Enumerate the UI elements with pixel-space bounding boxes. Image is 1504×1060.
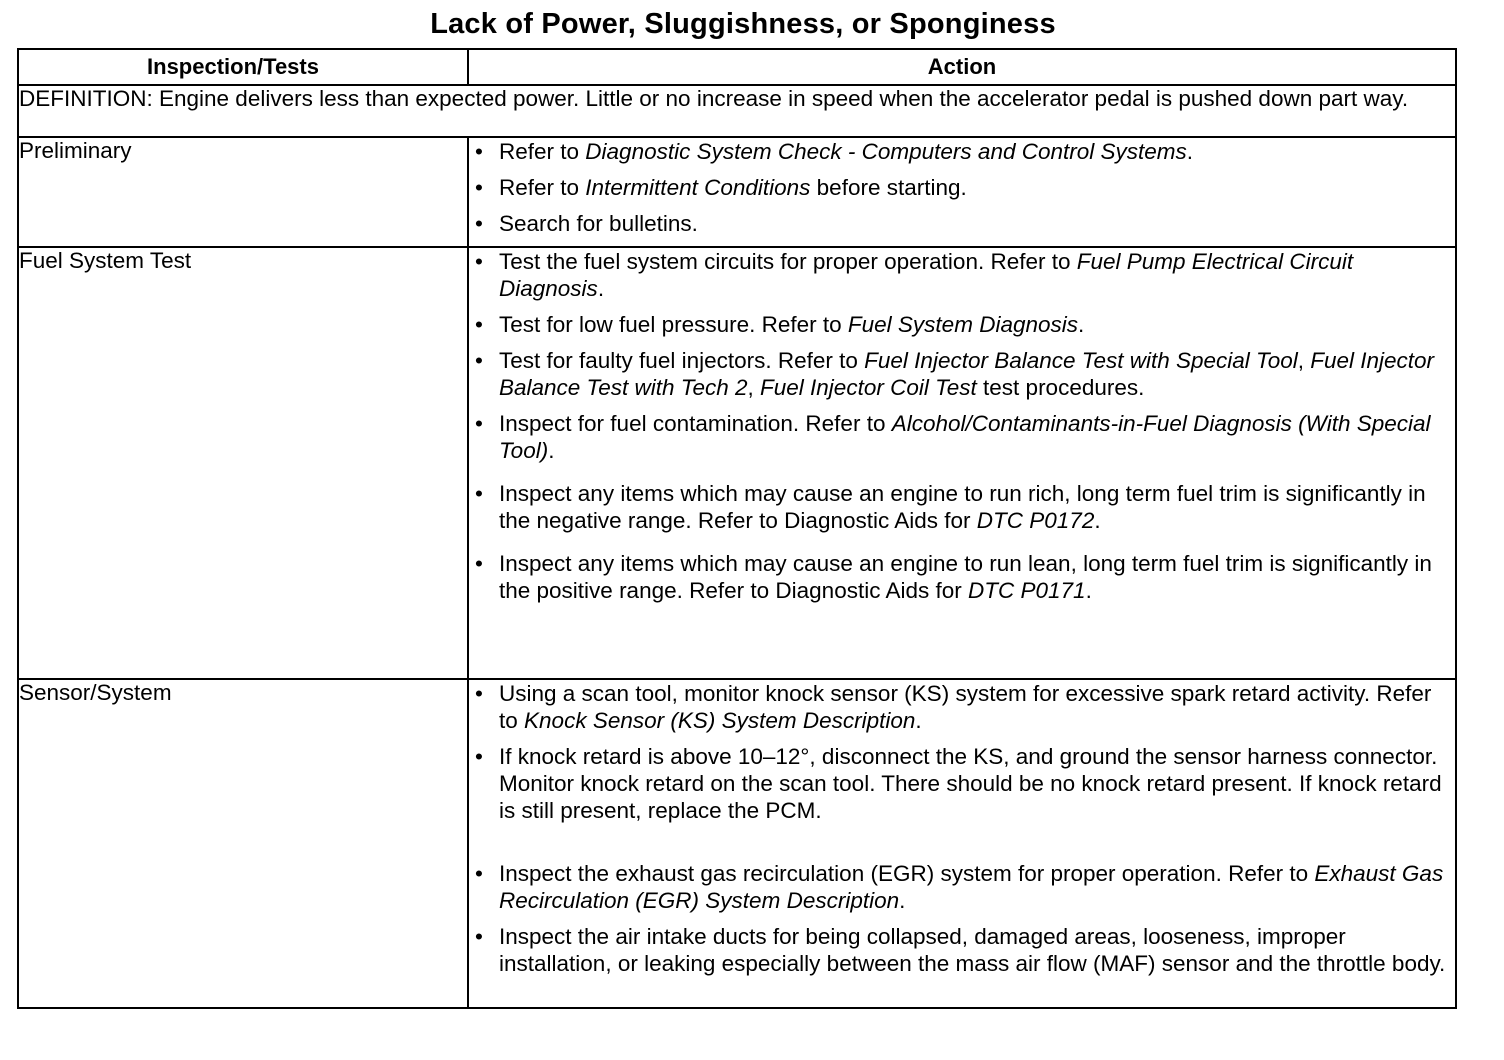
action-item: • Search for bulletins. (469, 210, 1455, 237)
row-label-fuel-system-test: Fuel System Test (18, 247, 468, 679)
action-item: • Test for faulty fuel injectors. Refer to Fuel Injector Balance Test with Special Tool, Fuel Injector Balance Test with Tech 2, Fuel Injector Coil Test test procedures. (469, 347, 1455, 401)
table-row (18, 137, 1456, 247)
action-item: • Inspect for fuel contamination. Refer to Alcohol/Contaminants-in-Fuel Diagnosis (With Special Tool). (469, 410, 1455, 464)
action-item: • Test the fuel system circuits for proper operation. Refer to Fuel Pump Electrical Circuit Diagnosis. (469, 248, 1455, 302)
action-list (469, 138, 1455, 237)
action-list (469, 680, 1455, 977)
page-title: Lack of Power, Sluggishness, or Sponginess (430, 8, 1056, 40)
action-header: Action (468, 49, 1456, 85)
row-label-preliminary: Preliminary (18, 137, 468, 247)
action-item: • Inspect any items which may cause an engine to run rich, long term fuel trim is significantly in the negative range. Refer to Diagnostic Aids for DTC P0172. (469, 480, 1455, 534)
action-list (469, 248, 1455, 604)
action-cell-fuel-system-test (468, 247, 1456, 679)
row-label-sensor-system: Sensor/System (18, 679, 468, 1008)
action-cell-sensor-system (468, 679, 1456, 1008)
table-row (18, 247, 1456, 679)
diagnostic-table (17, 48, 1457, 1009)
inspection-tests-header: Inspection/Tests (18, 49, 468, 85)
action-item: • If knock retard is above 10–12°, disconnect the KS, and ground the sensor harness connector. Monitor knock retard on the scan tool. There should be no knock retard present. If knock retard is still present, replace the PCM. (469, 743, 1455, 824)
action-item: • Inspect the air intake ducts for being collapsed, damaged areas, looseness, improper installation, or leaking especially between the mass air flow (MAF) sensor and the throttle body. (469, 923, 1455, 977)
definition-text: DEFINITION: Engine delivers less than expected power. Little or no increase in speed when the accelerator pedal is pushed down part way. (18, 85, 1456, 137)
action-item: • Inspect any items which may cause an engine to run lean, long term fuel trim is significantly in the positive range. Refer to Diagnostic Aids for DTC P0171. (469, 550, 1455, 604)
action-item: • Refer to Diagnostic System Check - Computers and Control Systems. (469, 138, 1455, 165)
action-cell-preliminary (468, 137, 1456, 247)
header-row (18, 49, 1456, 85)
definition-row (18, 85, 1456, 137)
action-item: • Using a scan tool, monitor knock sensor (KS) system for excessive spark retard activity. Refer to Knock Sensor (KS) System Description. (469, 680, 1455, 734)
action-item: • Refer to Intermittent Conditions before starting. (469, 174, 1455, 201)
table-row (18, 679, 1456, 1008)
action-item: • Inspect the exhaust gas recirculation (EGR) system for proper operation. Refer to Exhaust Gas Recirculation (EGR) System Description. (469, 860, 1455, 914)
action-item: • Test for low fuel pressure. Refer to Fuel System Diagnosis. (469, 311, 1455, 338)
